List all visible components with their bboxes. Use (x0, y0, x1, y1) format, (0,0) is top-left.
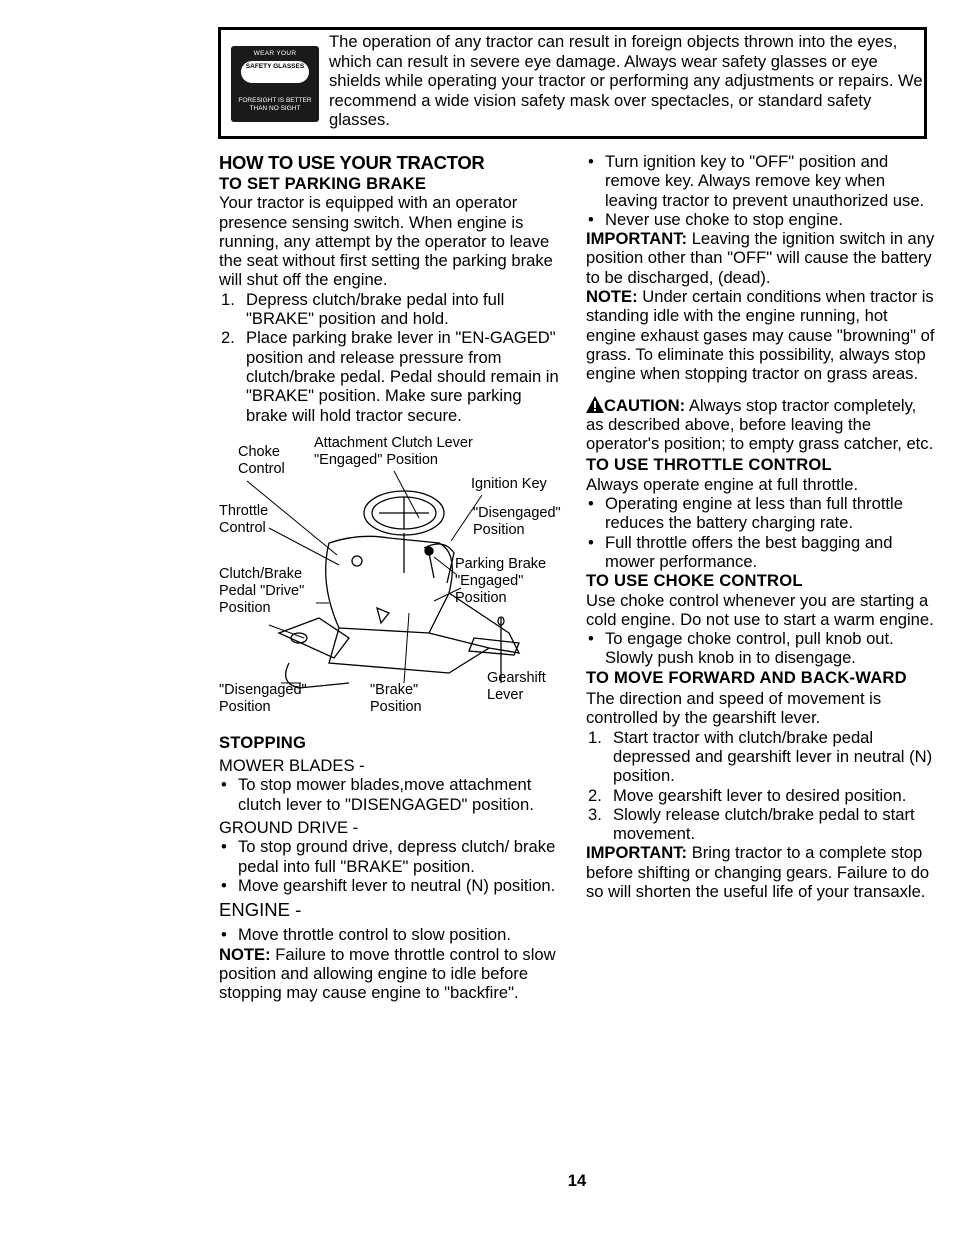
list-item: • To engage choke control, pull knob out. Slowly push knob in to disengage. (586, 629, 936, 668)
list-item: • To stop mower blades,move attachment clutch lever to "DISENGAGED" position. (219, 775, 569, 814)
list-item: • Full throttle offers the best bagging and mower performance. (586, 533, 936, 572)
choke-control-label: Choke Control (238, 443, 285, 477)
step-item: 2. Move gearshift lever to desired position. (588, 785, 907, 805)
parking-intro: Your tractor is equipped with an operator presence sensing switch. When engine is running, any attempt by the operator to leave the seat without first setting the parking brake will shut off the engine. (219, 193, 553, 290)
safety-glasses-icon: SAFETY GLASSES (241, 61, 309, 83)
list-item: • Never use choke to stop engine. (586, 210, 936, 229)
page-number: 14 (567, 1171, 587, 1190)
engine-note: NOTE: Failure to move throttle control to slow position and allowing engine to idle before stopping may cause engine to "backfire". (219, 944, 556, 1003)
list-item: • Operating engine at less than full throttle reduces the battery charging rate. (586, 494, 936, 533)
parking-brake-label: Parking Brake "Engaged" Position (455, 555, 547, 606)
disengaged-bottom-label: "Disengaged" Position (219, 681, 307, 715)
list-item: • To stop ground drive, depress clutch/ brake pedal into full "BRAKE" position. (219, 837, 569, 876)
important-note: IMPORTANT: Leaving the ignition switch in any position other than "OFF" will cause the battery to be discharged, (dead). (586, 229, 935, 287)
safety-glasses-badge: WEAR YOUR SAFETY GLASSES FORESIGHT IS BETTER THAN NO SIGHT (231, 46, 319, 122)
left-column (219, 152, 569, 1002)
list-item: • Turn ignition key to "OFF" position and remove key. Always remove key when leaving tractor to prevent unauthorized use. (586, 152, 936, 210)
throttle-heading: TO USE THROTTLE CONTROL (586, 455, 832, 475)
step-item: 1. Depress clutch/brake pedal into full "BRAKE" position and hold. (221, 289, 505, 329)
disengaged-position-label: "Disengaged" Position (473, 504, 561, 538)
browning-note: NOTE: Under certain conditions when tractor is standing idle with the engine running, hot engine exhaust gases may cause "browning" of grass. To eliminate this possibility, always stop engine when stopping tractor on grass areas. (586, 287, 935, 384)
gearshift-lever-label: Gearshift Lever (487, 669, 546, 703)
section-title: HOW TO USE YOUR TRACTOR (219, 152, 485, 173)
move-intro: The direction and speed of movement is controlled by the gearshift lever. (586, 689, 882, 728)
clutch-brake-pedal-label: Clutch/Brake Pedal "Drive" Position (219, 565, 305, 616)
throttle-control-label: Throttle Control (219, 502, 269, 536)
brake-position-label: "Brake" Position (370, 681, 422, 715)
step-item: 3. Slowly release clutch/brake pedal to start movement. (588, 804, 915, 844)
tractor-controls-diagram (219, 433, 569, 733)
engine-heading: ENGINE - (219, 899, 302, 921)
parking-brake-heading: TO SET PARKING BRAKE (219, 174, 427, 193)
right-column (586, 152, 936, 901)
ignition-key-label: Ignition Key (471, 475, 547, 492)
warning-text: The operation of any tractor can result in foreign objects thrown into the eyes, which can result in severe eye damage. Always wear safety glasses or eye shields while operating your tractor or performing any adjustments or repairs. We recommend a wide vision safety mask over spectacles, or standard safety glasses. (329, 32, 923, 130)
caution-icon (586, 396, 604, 413)
step-item: 2. Place parking brake lever in "EN-GAGED" position and release pressure from clutch/brake pedal. Pedal should remain in "BRAKE" position. Make sure parking brake will hold tractor secure. (221, 328, 559, 425)
ground-drive-heading: GROUND DRIVE - (219, 818, 359, 838)
choke-heading: TO USE CHOKE CONTROL (586, 571, 803, 591)
step-item: 1. Start tractor with clutch/brake pedal depressed and gearshift lever in neutral (N) position. (588, 727, 933, 786)
important-gears-note: IMPORTANT: Bring tractor to a complete stop before shifting or changing gears. Failure to do so will shorten the useful life of your transaxle. (586, 843, 930, 901)
list-item: • Move gearshift lever to neutral (N) position. (219, 876, 569, 895)
throttle-intro: Always operate engine at full throttle. (586, 474, 859, 494)
mower-blades-heading: MOWER BLADES - (219, 756, 365, 776)
list-item: • Move throttle control to slow position. (219, 925, 569, 944)
stopping-heading: STOPPING (219, 732, 307, 752)
safety-warning-box (218, 27, 927, 139)
choke-intro: Use choke control whenever you are starting a cold engine. Do not use to start a warm engine. (586, 590, 934, 629)
caution-note: CAUTION: Always stop tractor completely, as described above, before leaving the operator's position; to empty grass catcher, etc. (586, 395, 934, 454)
move-heading: TO MOVE FORWARD AND BACK-WARD (586, 667, 907, 687)
attachment-clutch-label: Attachment Clutch Lever "Engaged" Position (314, 434, 473, 468)
